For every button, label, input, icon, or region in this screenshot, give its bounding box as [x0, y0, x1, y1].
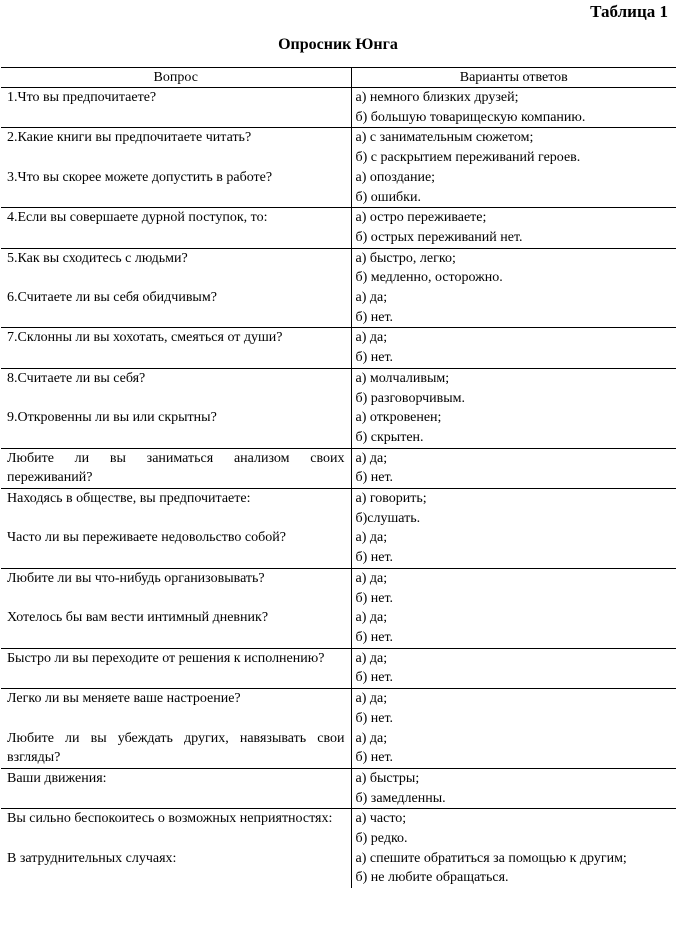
- answer-cell: [351, 528, 676, 568]
- answer-option: б) нет.: [355, 629, 394, 645]
- question-cell: Часто ли вы переживаете недовольство собой?: [1, 528, 351, 568]
- answer-cell: [351, 408, 676, 448]
- answer-option: а) да;: [355, 610, 388, 626]
- table-row: [1, 248, 676, 288]
- answer-cell: [351, 248, 676, 288]
- answer-option: а) опоздание;: [355, 169, 436, 185]
- question-cell: Вы сильно беспокоитесь о возможных неприятностях:: [1, 809, 351, 849]
- answer-option: б) нет.: [355, 470, 394, 486]
- answer-option: а) да;: [355, 450, 388, 466]
- answer-option: б) медленно, осторожно.: [355, 270, 503, 286]
- answer-option: а) да;: [355, 650, 388, 666]
- answer-cell: [351, 568, 676, 608]
- answer-option: а) откровенен;: [355, 410, 442, 426]
- question-cell: Хотелось бы вам вести интимный дневник?: [1, 608, 351, 648]
- answer-option: а) с занимательным сюжетом;: [355, 130, 534, 146]
- table-row: [1, 768, 676, 808]
- answer-option: б) скрытен.: [355, 429, 424, 445]
- table-row: [1, 128, 676, 168]
- answer-option: а) да;: [355, 691, 388, 707]
- answer-option: б) нет.: [355, 550, 394, 566]
- question-cell: В затруднительных случаях:: [1, 849, 351, 888]
- column-header-answers: Варианты ответов: [351, 68, 676, 88]
- answer-cell: [351, 608, 676, 648]
- answer-option: б) с раскрытием переживаний героев.: [355, 150, 581, 166]
- table-row: [1, 288, 676, 328]
- answer-option: б) замедленны.: [355, 790, 446, 806]
- answer-option: а) говорить;: [355, 491, 427, 507]
- answer-option: б) разговорчивым.: [355, 390, 465, 406]
- answer-option: б) не любите обращаться.: [355, 870, 509, 886]
- answer-cell: [351, 328, 676, 368]
- table-row: [1, 809, 676, 849]
- question-cell: Любите ли вы убеждать других, навязывать свои взгляды?: [1, 729, 351, 769]
- answer-cell: [351, 448, 676, 488]
- question-cell: 5.Как вы сходитесь с людьми?: [1, 248, 351, 288]
- question-cell: 8.Считаете ли вы себя?: [1, 368, 351, 408]
- table-row: [1, 568, 676, 608]
- answer-cell: [351, 88, 676, 128]
- document-title: Опросник Юнга: [278, 36, 398, 53]
- answer-cell: [351, 489, 676, 529]
- column-header-question: Вопрос: [1, 68, 351, 88]
- table-row: [1, 849, 676, 888]
- answer-option: а) быстро, легко;: [355, 250, 456, 266]
- answer-option: б) нет.: [355, 710, 394, 726]
- answer-cell: [351, 168, 676, 208]
- answer-cell: [351, 128, 676, 168]
- answer-option: а) да;: [355, 730, 388, 746]
- table-row: [1, 648, 676, 688]
- answer-option: б) нет.: [355, 309, 394, 325]
- question-cell: Находясь в обществе, вы предпочитаете:: [1, 489, 351, 529]
- answer-cell: [351, 208, 676, 248]
- table-row: [1, 408, 676, 448]
- table-row: [1, 689, 676, 729]
- answer-cell: [351, 809, 676, 849]
- answer-option: а) да;: [355, 290, 388, 306]
- question-cell: Легко ли вы меняете ваше настроение?: [1, 689, 351, 729]
- answer-option: б) редко.: [355, 831, 408, 847]
- answer-cell: [351, 849, 676, 888]
- table-row: [1, 168, 676, 208]
- questionnaire-table: [1, 67, 676, 888]
- question-cell: Любите ли вы заниматься анализом своих переживаний?: [1, 448, 351, 488]
- answer-option: б) нет.: [355, 670, 394, 686]
- question-cell: Быстро ли вы переходите от решения к исполнению?: [1, 648, 351, 688]
- table-row: [1, 528, 676, 568]
- answer-cell: [351, 729, 676, 769]
- answer-option: а) часто;: [355, 811, 407, 827]
- table-header-row: [1, 68, 676, 88]
- answer-option: а) спешите обратиться за помощью к другим;: [355, 850, 627, 866]
- answer-option: а) остро переживаете;: [355, 210, 487, 226]
- answer-cell: [351, 689, 676, 729]
- answer-option: а) молчаливым;: [355, 370, 450, 386]
- answer-option: б)слушать.: [355, 510, 421, 526]
- table-row: [1, 328, 676, 368]
- table-row: [1, 489, 676, 529]
- answer-option: б) нет.: [355, 590, 394, 606]
- answer-cell: [351, 648, 676, 688]
- table-row: [1, 88, 676, 128]
- answer-cell: [351, 288, 676, 328]
- answer-cell: [351, 368, 676, 408]
- question-cell: 2.Какие книги вы предпочитаете читать?: [1, 128, 351, 168]
- table-row: [1, 208, 676, 248]
- answer-option: а) да;: [355, 530, 388, 546]
- answer-option: б) большую товарищескую компанию.: [355, 109, 586, 125]
- answer-cell: [351, 768, 676, 808]
- question-cell: 1.Что вы предпочитаете?: [1, 88, 351, 128]
- table-row: [1, 729, 676, 769]
- table-row: [1, 608, 676, 648]
- answer-option: б) нет.: [355, 350, 394, 366]
- question-cell: Любите ли вы что-нибудь организовывать?: [1, 568, 351, 608]
- answer-option: а) немного близких друзей;: [355, 90, 519, 105]
- table-row: [1, 368, 676, 408]
- answer-option: а) быстры;: [355, 770, 420, 786]
- question-cell: 4.Если вы совершаете дурной поступок, то:: [1, 208, 351, 248]
- answer-option: а) да;: [355, 330, 388, 346]
- question-cell: 3.Что вы скорее можете допустить в работе?: [1, 168, 351, 208]
- question-cell: 6.Считаете ли вы себя обидчивым?: [1, 288, 351, 328]
- table-number: Таблица 1: [590, 2, 668, 21]
- answer-option: б) нет.: [355, 750, 394, 766]
- question-cell: Ваши движения:: [1, 768, 351, 808]
- table-row: [1, 448, 676, 488]
- question-cell: 9.Откровенны ли вы или скрытны?: [1, 408, 351, 448]
- answer-option: б) острых переживаний нет.: [355, 229, 523, 245]
- answer-option: а) да;: [355, 570, 388, 586]
- answer-option: б) ошибки.: [355, 189, 421, 205]
- question-cell: 7.Склонны ли вы хохотать, смеяться от души?: [1, 328, 351, 368]
